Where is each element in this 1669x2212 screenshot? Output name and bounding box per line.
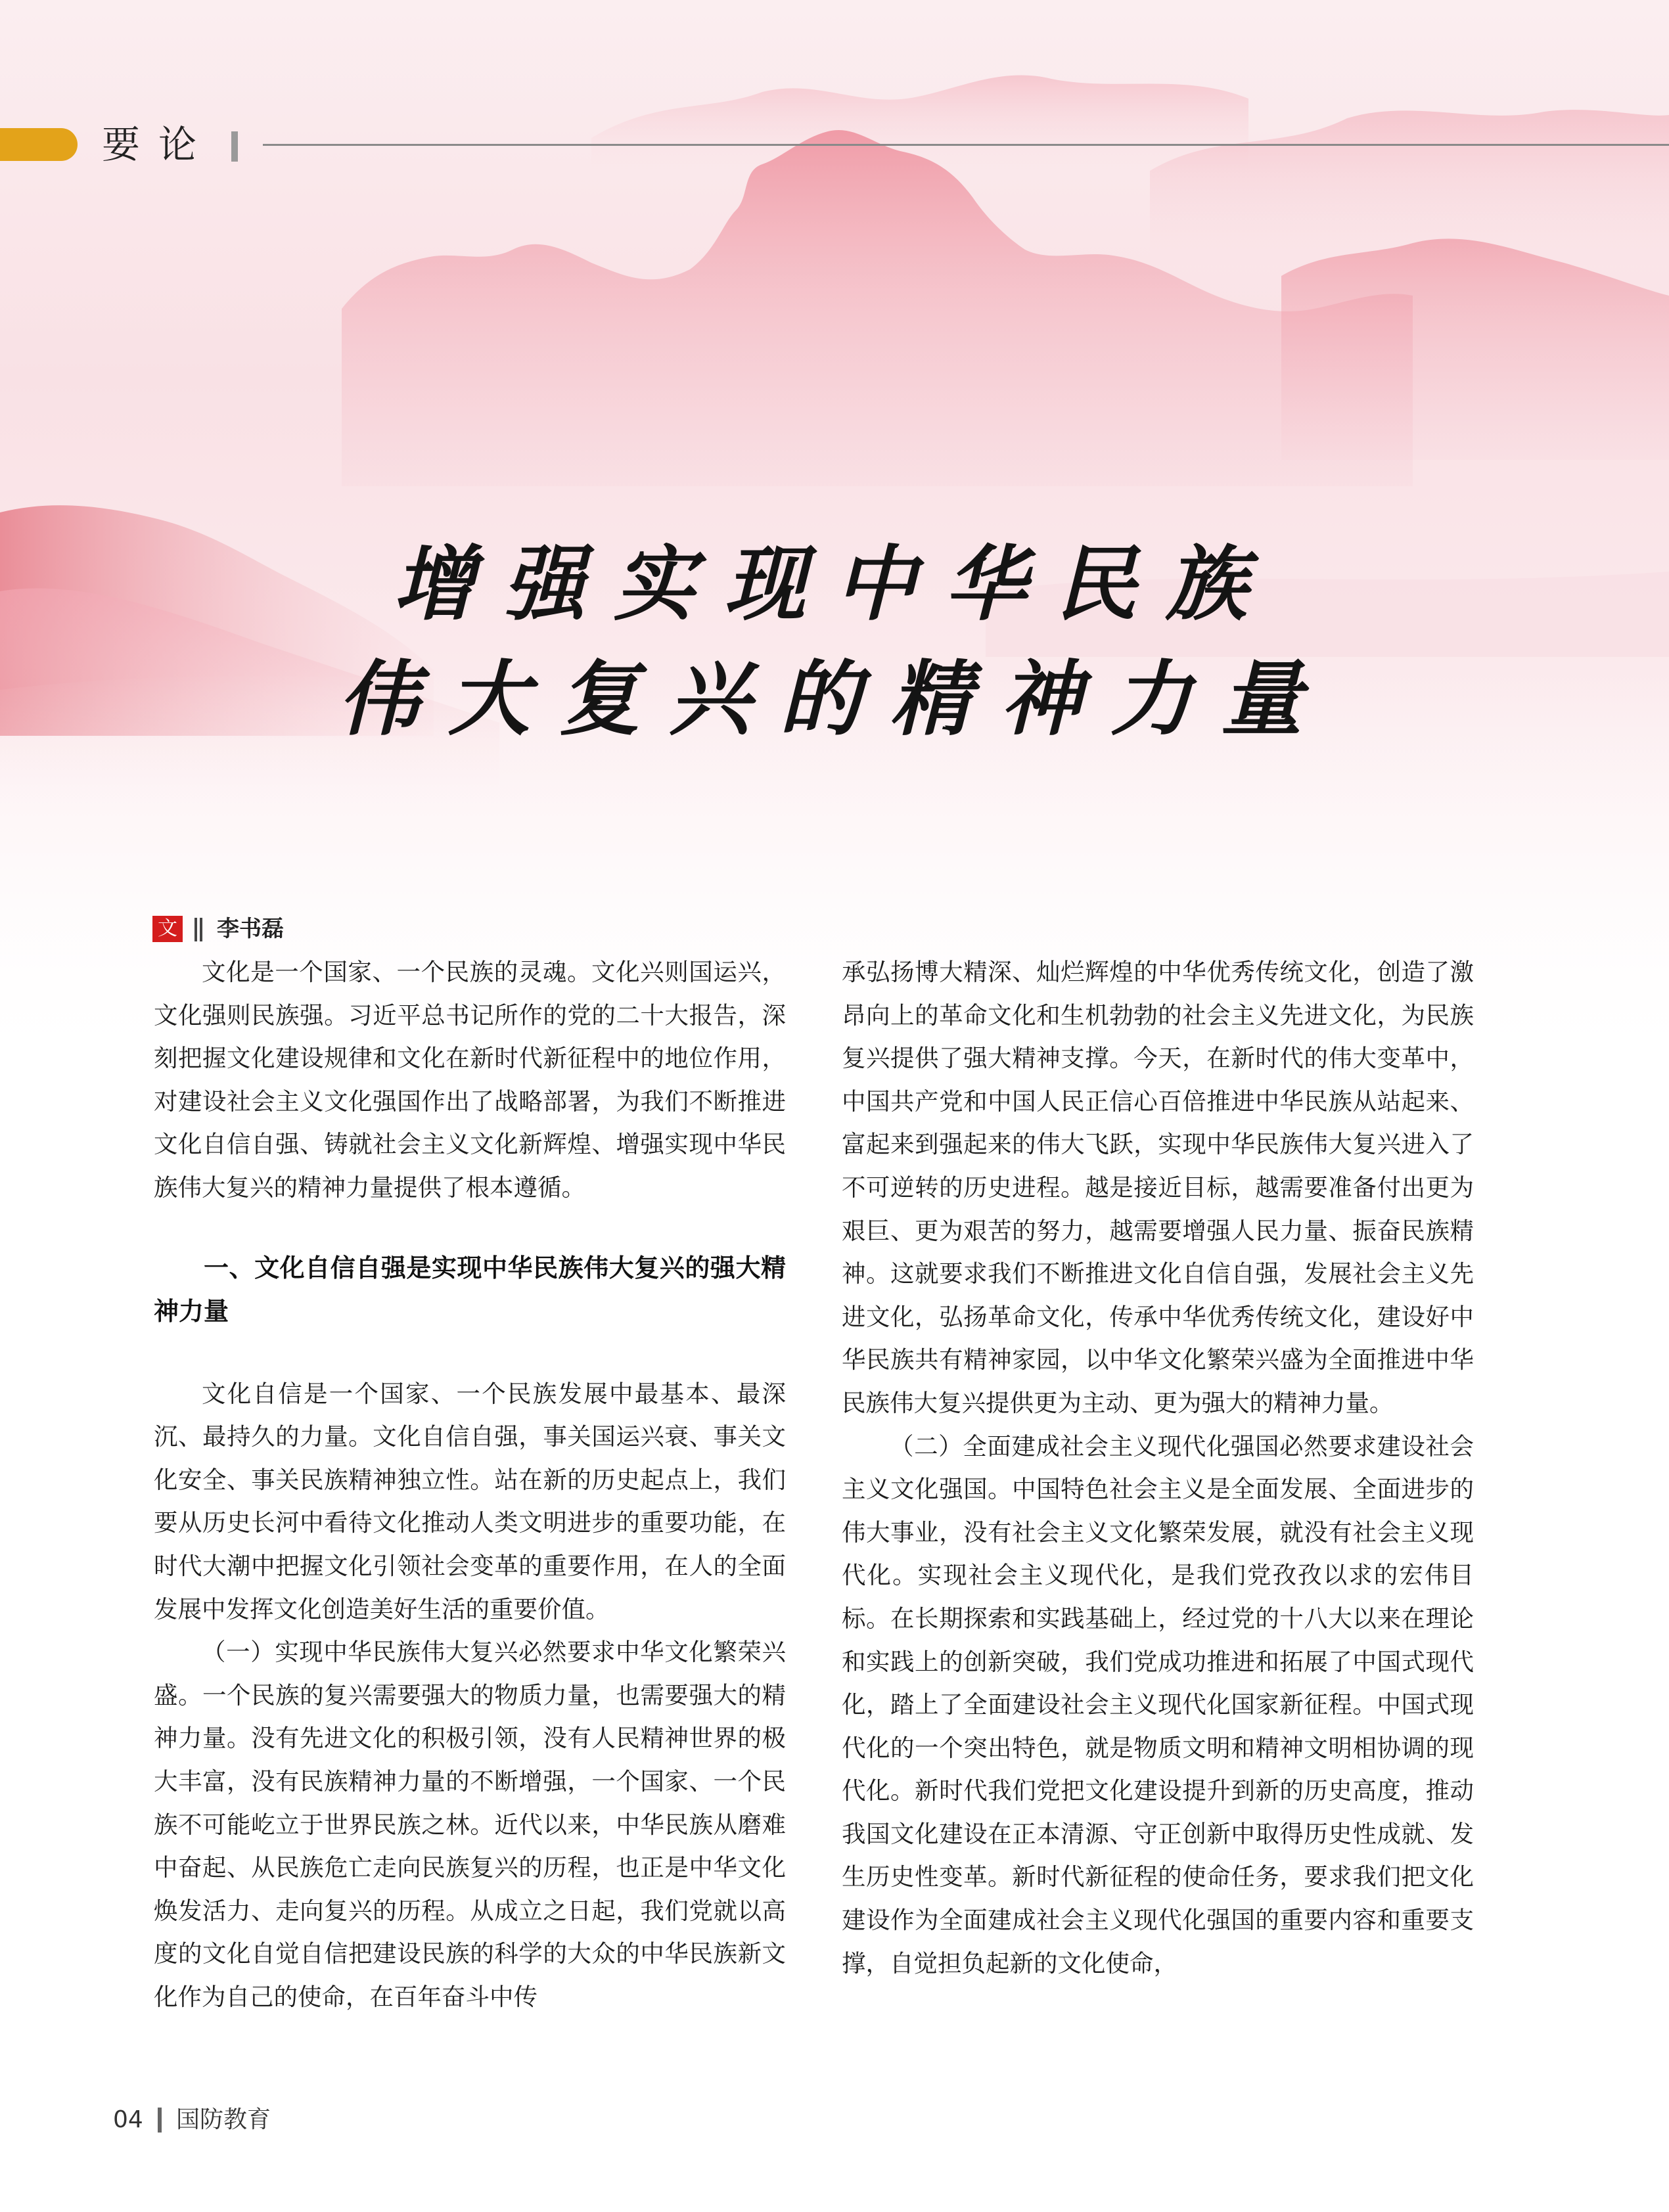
publication-name: 国防教育	[176, 2106, 271, 2133]
byline-marker: 文	[152, 916, 183, 942]
paragraph: 文化是一个国家、一个民族的灵魂。文化兴则国运兴，文化强则民族强。习近平总书记所作的党的二十大报告，深刻把握文化建设规律和文化在新时代新征程中的地位作用，对建设社会主义文化强国作出了战略部署，为我们不断推进文化自信自强、铸就社会主义文化新辉煌、增强实现中华民族伟大复兴的精神力量提供了根本遵循。	[154, 958, 786, 1202]
article-title-line1: 增强实现中华民族	[392, 537, 1276, 632]
section-label: 要论	[102, 122, 216, 167]
paragraph-continued: 承弘扬博大精深、灿烂辉煌的中华优秀传统文化，创造了激昂向上的革命文化和生机勃勃的社会主义先进文化，为民族复兴提供了强大精神支撑。今天，在新时代的伟大变革中，中国共产党和中国人民正信心百倍推进中华民族从站起来、富起来到强起来的伟大飞跃，实现中华民族伟大复兴进入了不可逆转的历史进程。越是接近目标，越需要准备付出更为艰巨、更为艰苦的努力，越需要增强人民力量、振奋民族精神。这就要求我们不断推进文化自信自强，发展社会主义先进文化，弘扬革命文化，传承中华优秀传统文化，建设好中华民族共有精神家园，以中华文化繁荣兴盛为全面推进中华民族伟大复兴提供更为主动、更为强大的精神力量。	[842, 958, 1474, 1417]
paragraph: （二）全面建成社会主义现代化强国必然要求建设社会主义文化强国。中国特色社会主义是全面发展、全面进步的伟大事业，没有社会主义文化繁荣发展，就没有社会主义现代化。实现社会主义现代化，是我们党孜孜以求的宏伟目标。在长期探索和实践基础上，经过党的十八大以来在理论和实践上的创新突破，我们党成功推进和拓展了中国式现代化，踏上了全面建设社会主义现代化国家新征程。中国式现代化的一个突出特色，就是物质文明和精神文明相协调的现代化。新时代我们党把文化建设提升到新的历史高度，推动我国文化建设在正本清源、守正创新中取得历史性成就、发生历史性变革。新时代新征程的使命任务，要求我们把文化建设作为全面建成社会主义现代化强国的重要内容和重要支撑，自觉担负起新的文化使命，	[842, 1432, 1474, 1977]
section-accent-bar	[0, 128, 78, 161]
section-rule	[263, 144, 1669, 146]
right-column	[842, 951, 1474, 2048]
paragraph: 文化自信是一个国家、一个民族发展中最基本、最深沉、最持久的力量。文化自信自强，事关国运兴衰、事关文化安全、事关民族精神独立性。站在新的历史起点上，我们要从历史长河中看待文化推动人类文明进步的重要功能，在时代大潮中把握文化引领社会变革的重要作用，在人的全面发展中发挥文化创造美好生活的重要价值。	[154, 1379, 786, 1623]
author-name: 李书磊	[217, 916, 284, 942]
paragraph: （一）实现中华民族伟大复兴必然要求中华文化繁荣兴盛。一个民族的复兴需要强大的物质力量，也需要强大的精神力量。没有先进文化的积极引领，没有人民精神世界的极大丰富，没有民族精神力量的不断增强，一个国家、一个民族不可能屹立于世界民族之林。近代以来，中华民族从磨难中奋起、从民族危亡走向民族复兴的历程，也正是中华文化焕发活力、走向复兴的历程。从成立之日起，我们党就以高度的文化自觉自信把建设民族的科学的大众的中华民族新文化作为自己的使命，在百年奋斗中传	[154, 1638, 786, 2011]
left-column	[154, 951, 786, 2048]
footer-separator	[158, 2108, 162, 2133]
page-number: 04	[113, 2106, 143, 2133]
section-heading: 一、文化自信自强是实现中华民族伟大复兴的强大精神力量	[154, 1253, 786, 1326]
byline-separator	[194, 918, 202, 941]
article-title-line2: 伟大复兴的精神力量	[337, 652, 1331, 747]
section-separator	[231, 131, 238, 162]
